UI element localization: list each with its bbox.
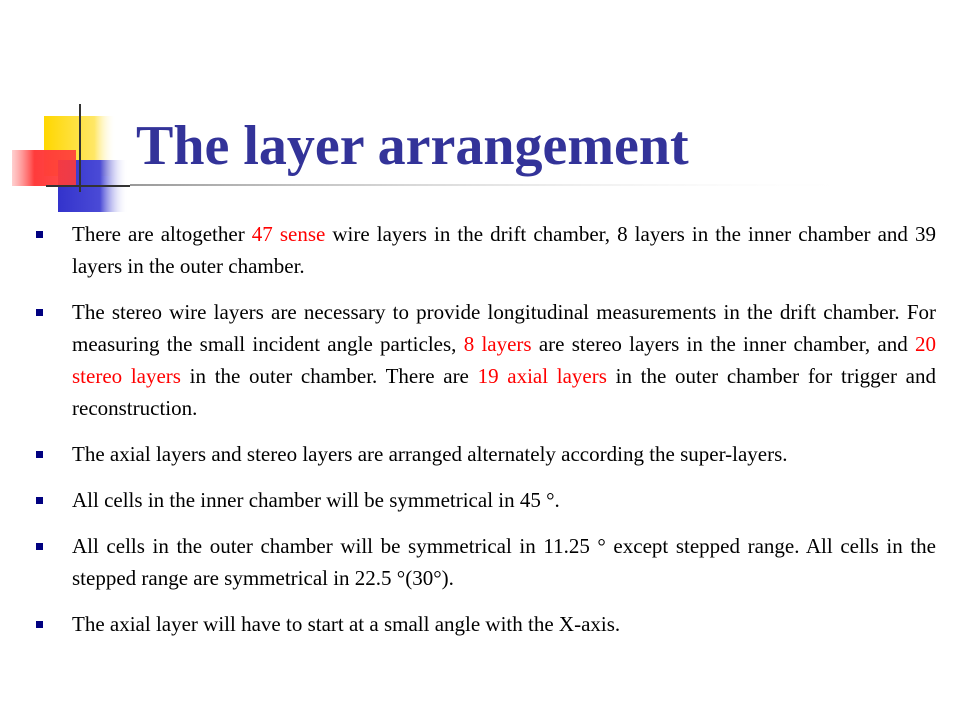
bullet-item-1: There are altogether 47 sense wire layers in the drift chamber, 8 layers in the inner chamber and 39 layers in the outer chamber. [34,218,936,282]
bullet-item-2: The stereo wire layers are necessary to provide longitudinal measurements in the drift chamber. For measuring the small incident angle particles, 8 layers are stereo layers in the inner chamber, and 20 stereo layers in the outer chamber. There are 19 axial layers in the outer chamber for trigger and reconstruction. [34,296,936,424]
square-bullet-icon [36,497,43,504]
title-underline [130,184,870,186]
square-bullet-icon [36,621,43,628]
yellow-square [44,116,116,176]
bullet-item-6: The axial layer will have to start at a small angle with the X-axis. [34,608,936,640]
square-bullet-icon [36,451,43,458]
square-bullet-icon [36,231,43,238]
bullet-item-4: All cells in the inner chamber will be symmetrical in 45 °. [34,484,936,516]
square-bullet-icon [36,309,43,316]
bullet-item-3: The axial layers and stereo layers are arranged alternately according the super-layers. [34,438,936,470]
bullet-item-5: All cells in the outer chamber will be symmetrical in 11.25 ° except stepped range. All cells in the stepped range are symmetrical in 22.5 °(30°). [34,530,936,594]
blue-square [58,160,128,212]
slide-title: The layer arrangement [136,115,689,177]
highlight-text: 47 sense [251,222,326,246]
red-bar [12,150,76,186]
highlight-text: 19 axial layers [477,364,607,388]
highlight-text: 8 layers [463,332,532,356]
highlight-text: 20 stereo layers [72,332,936,388]
square-bullet-icon [36,543,43,550]
bullet-list [34,218,936,654]
